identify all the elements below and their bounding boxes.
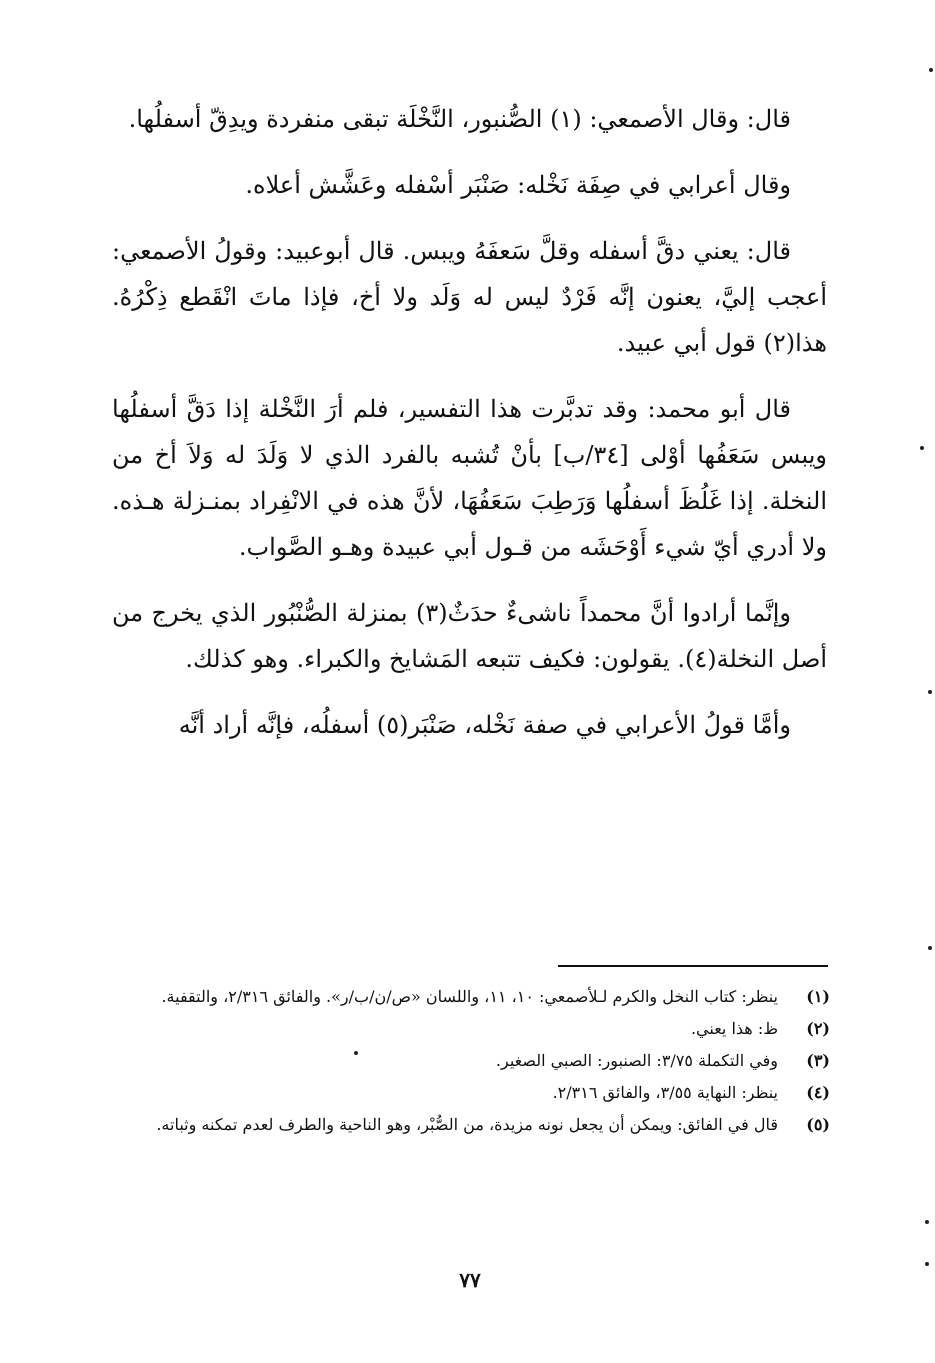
- footnote-number: (٣): [806, 1051, 830, 1070]
- footnote-text: ينظر: النهاية ٣/٥٥، والفائق ٢/٣١٦.: [552, 1083, 778, 1102]
- footnote-number: (٤): [806, 1083, 830, 1102]
- paragraph-1: قال: وقال الأصمعي: (١) الصُّنبور، النَّخْلَة تبقى منفردة ويدِقّ أسفلُها.: [128, 105, 791, 133]
- scan-speck: [920, 446, 924, 450]
- footnote-number: (٥): [806, 1115, 830, 1134]
- scan-speck: [925, 1220, 929, 1224]
- footnote-5: [118, 1111, 830, 1139]
- footnote-text: ظ: هذا يعني.: [690, 1019, 778, 1038]
- footnote-text: وفي التكملة ٣/٧٥: الصنبور: الصبي الصغير.: [495, 1051, 778, 1070]
- scan-speck: [928, 690, 932, 694]
- footnote-2: [118, 1015, 830, 1043]
- footnote-text: قال في الفائق: ويمكن أن يجعل نونه مزيدة، من الصُّبْر، وهو الناحية والطرف لعدم تمكنه وثباته.: [156, 1115, 778, 1134]
- scan-speck: [925, 1262, 929, 1266]
- page-number: ٧٧: [459, 1268, 481, 1292]
- scan-speck: [928, 946, 932, 950]
- footnote-text: ينظر: كتاب النخل والكرم لـلأصمعي: ١٠، ١١، واللسان «ص/ن/ب/ر». والفائق ٢/٣١٦، والتقفية.: [161, 987, 778, 1006]
- paragraph-2: وقال أعرابي في صِفَة نَخْله: صَنْبَر أسْفله وعَشَّش أعلاه.: [245, 171, 791, 199]
- footnotes: [118, 983, 830, 1143]
- footnote-4: [118, 1079, 830, 1107]
- paragraph-6: وأمَّا قولُ الأعرابي في صفة نَخْله، صَنْبَر(٥) أسفلُه، فإنَّه أراد أنَّه: [178, 711, 791, 739]
- scan-speck: [929, 68, 933, 72]
- footnote-1: [118, 983, 830, 1011]
- footnote-3: [118, 1047, 830, 1075]
- scan-speck: [354, 1051, 358, 1055]
- paragraph-5: وإنَّما أرادوا أنَّ محمداً ناشىءٌ حدَثٌ(٣) بمنزلة الصُّنْبُور الذي يخرج من أصل النخلة(٤). يقولون: فكيف تتبعه المَشايخ والكبراء. وهو كذلك.: [112, 599, 827, 673]
- footnote-number: (١): [806, 987, 830, 1006]
- footnote-number: (٢): [806, 1019, 830, 1038]
- paragraph-3: قال: يعني دقَّ أسفله وقلَّ سَعفَهُ ويبس. قال أبوعبيد: وقولُ الأصمعي: أعجب إليَّ، يعنون إنَّه فَرْدٌ ليس له وَلَد ولا أخ، فإذا ماتَ انْقَطع ذِكْرُهُ. هذا(٢) قول أبي عبيد.: [112, 237, 827, 357]
- footnote-separator: [558, 965, 828, 967]
- main-text: [112, 96, 827, 768]
- paragraph-4: قال أبو محمد: وقد تدبَّرت هذا التفسير، فلم أرَ النَّخْلة إذا دَقَّ أسفلُها ويبس سَعَفُها أوْلى [٣٤/ب] بأنْ تُشبه بالفرد الذي لا وَلَدَ له وَلاَ أخ من النخلة. إذا غَلُظَ أسفلُها وَرَطِبَ سَعَفُهَا، لأنَّ هذه في الانْفِراد بمنـزلة هـذه. ولا أدري أيّ شيء أَوْحَشَه من قـول أبي عبيدة وهـو الصَّواب.: [112, 395, 827, 561]
